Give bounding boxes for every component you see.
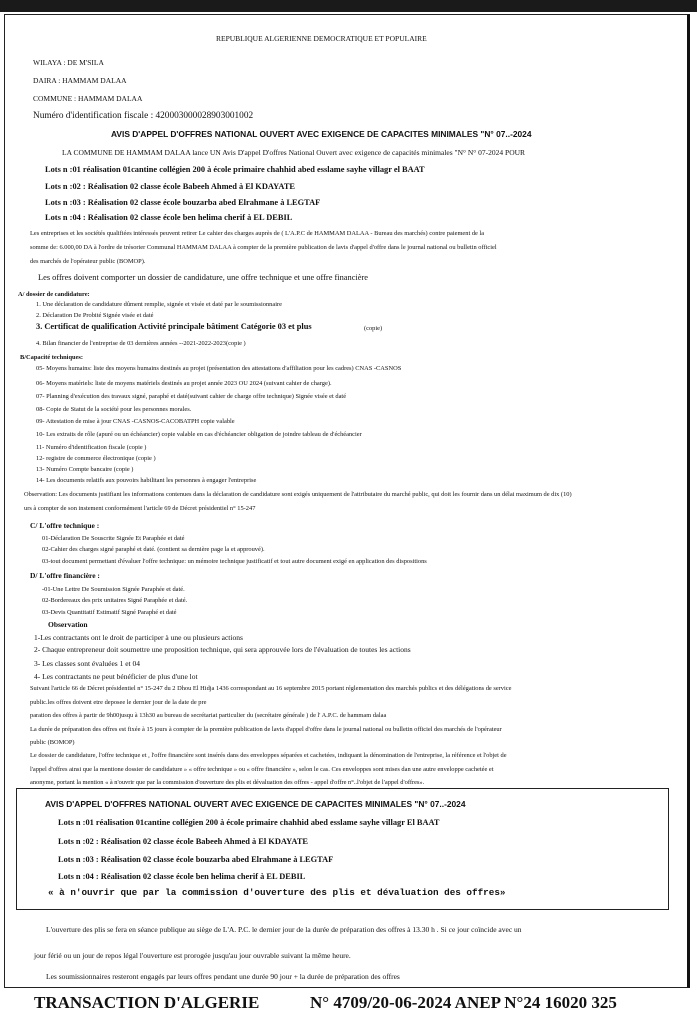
para2-line5: public (BOMOP) [30,739,75,746]
nif-line: Numéro d'identification fiscale : 420003000028903001002 [33,111,254,121]
para2-line2: public.les offres doivent etre deposee le dernier jour de la date de pre [30,699,207,706]
republic-heading: REPUBLIQUE ALGERIENNE DEMOCRATIQUE ET POPULAIRE [216,34,427,43]
d-item-1: -01-Une Lettre De Soumission Signée Paraphée et daté. [42,586,185,593]
para2-line4: La durée de préparation des offres est fixée à 15 jours à compter de la première publication de lavis d'appel d'offre dans le journal national ou bulletin officiel des marchés de l'opérateur [30,726,502,733]
c-item-1: 01-Déclaration De Souscrite Signée Et Paraphée et daté [42,535,185,542]
b-item-06: 06- Moyens matériels: liste de moyens matériels destinés au projet année 2023 OU 2024 (suivant cahier de charge). [36,380,332,387]
observation-line1: Observation: Les documents justifiant les informations contenues dans la déclaration de candidature sont exigés uniquement de l'attributaire du marché public, qui doit les fournir dans un délai maximum de dix (10) [24,491,572,498]
obs-item-3: 3- Les classes sont évaluées 1 et 04 [34,659,141,668]
para1-line2: somme de: 6.000,00 DA à l'ordre de trésorier Communal HAMMAM DALAA à compter de la première publication de lavis d'appel d'offre dans le journal national ou bulletin officiel [30,244,497,251]
lot-4: Lots n :04 : Réalisation 02 classe école ben helima cherif à EL DEBIL [45,213,293,222]
c-item-3: 03-tout document permettant d'évaluer l'offre technique: un mémoire technique justificatif et tout autre document exigé en application des dispositions [42,558,427,565]
closing-line2: jour férié ou un jour de repos légal l'ouverture est prorogée jusqu'au jour ouvrable suivant la même heure. [34,951,351,960]
envelope-lot-2: Lots n :02 : Réalisation 02 classe école Babeeh Ahmed à El KDAYATE [58,837,309,846]
observation-line2: urs à compter de son instement conformément l'article 69 de Décret présidentiel n° 15-247 [24,505,256,512]
obs-item-2: 2- Chaque entrepreneur doit soumettre une proposition technique, qui sera approuvée lors de l'évaluation de toutes les actions [34,645,411,654]
envelope-lot-4: Lots n :04 : Réalisation 02 classe école ben helima cherif à EL DEBIL [58,872,306,881]
envelope-title: AVIS D'APPEL D'OFFRES NATIONAL OUVERT AVEC EXIGENCE DE CAPACITES MINIMALES "N° 07..-2024 [45,799,466,809]
para1-line3: des marchés de l'opérateur public (BOMOP). [30,258,146,265]
a-item-4: 4. Bilan financier de l'entreprise de 03 dernières années --2021-2022-2023(copie ) [36,340,246,347]
obs-item-1: 1-Les contractants ont le droit de participer à une ou plusieurs actions [34,633,243,642]
lot-3: Lots n :03 : Réalisation 02 classe école bouzarba abed Elrahmane à LEGTAF [45,198,321,207]
envelope-lot-1: Lots n :01 réalisation 01cantine collégien 200 à école primaire chahhid abed esslame sayhe villagr El BAAT [58,818,440,827]
section-d-title: D/ L'offre financière : [30,571,100,580]
d-item-2: 02-Bordereaux des prix unitaires Signé Paraphée et daté. [42,597,188,604]
commune-line: COMMUNE : HAMMAM DALAA [33,94,143,103]
section-a-title: A/ dossier de candidature: [18,291,90,298]
b-item-07: 07- Planning d'exécution des travaux signé, paraphé et daté(suivant cahier de charge offre technique) Signée visée et daté [36,393,347,400]
obs-item-4: 4- Les contractants ne peut bénéficier de plus d'une lot [34,672,198,681]
para2-line6: Le dossier de candidature, l'offre technique et , l'offre financière sont insérés dans des enveloppes séparées et cachetées, indiquant la dénomination de l'entreprise, la référence et l'objet de [30,752,507,759]
b-item-09: 09- Attestation de mise à jour CNAS -CASNOS-CACOBATPH copie valable [36,418,235,425]
para1-line1: Les entreprises et les sociétés qualifiées intéressés peuvent retirer Le cahier des charges auprès de ( L'A.P.C de HAMMAM DALAA - Bureau des marchés) contre paiement de la [30,230,485,237]
observation-title: Observation [48,620,88,629]
envelope-mention: « à n'ouvrir que par la commission d'ouverture des plis et dévaluation des offres» [48,887,506,898]
offers-line: Les offres doivent comporter un dossier de candidature, une offre technique et une offre financière [38,273,368,282]
d-item-3: 03-Devis Quantitatif Estimatif Signé Paraphé et daté [42,609,177,616]
scan-top-edge [0,0,697,12]
c-item-2: 02-Cahier des charges signé paraphé et daté. (contient sa dernière page la et approuvé). [42,546,265,553]
b-item-11: 11- Numéro d'identification fiscale (copie ) [36,444,147,451]
lot-1: Lots n :01 réalisation 01cantine collégien 200 à école primaire chahhid abed esslame sayhe villagr el BAAT [45,165,425,174]
b-item-14: 14- Les documents relatifs aux pouvoirs habilitant les personnes à engager l'entreprise [36,477,257,484]
publication-name: TRANSACTION D'ALGERIE [34,993,260,1012]
b-item-10: 10- Les extraits de rôle (apuré ou un échéancier) copie valable en cas d'échéancier obligation de joindre tableau de d'échéancier [36,431,362,438]
notice-intro: LA COMMUNE DE HAMMAM DALAA lance UN Avis D'appel D'offres National Ouvert avec exigence de capacités minimales "N° N° 07-2024 POUR [62,148,526,157]
a-item-1: 1. Une déclaration de candidature dûment remplie, signée et visée et daté par le soumissionnaire [36,301,282,308]
a-item-3-note: (copie) [364,325,383,332]
b-item-13: 13- Numéro Compte bancaire (copie ) [36,466,134,473]
b-item-12: 12- registre de commerce électronique (copie ) [36,455,156,462]
envelope-lot-3: Lots n :03 : Réalisation 02 classe école bouzarba abed Elrahmane à LEGTAF [58,855,334,864]
closing-line1: L'ouverture des plis se fera en séance publique au siège de L'A. P.C. le dernier jour de la durée de préparation des offres à 13.30 h . Si ce jour coïncide avec un [46,925,522,934]
para2-line7: l'appel d'offres ainsi que la mentione dossier de candidature » « offre technique » ou « offre financière », selon le cas. Ces enveloppes sont mises dan une autre enveloppe cachetée et [30,766,494,773]
para2-line8: anonyme, portant la mention « à n'ouvrir que par la commission d'ouverture des plis et dévaluation des offres - appel d'offre n°..l'objet de l'appel d'offres». [30,779,425,786]
notice-title: AVIS D'APPEL D'OFFRES NATIONAL OUVERT AVEC EXIGENCE DE CAPACITES MINIMALES "N° 07..-2024 [111,129,532,139]
wilaya-line: WILAYA : DE M'SILA [33,58,104,67]
section-c-title: C/ L'offre technique : [30,521,100,530]
para2-line3: paration des offres à partir de 9h00jusqu à 13h30 au bureau de secrétariat particulier du (secrétaire générale ) de l' A.P.C. de hammam dalaa [30,712,387,719]
b-item-05: 05- Moyens humains: liste des moyens humains destinés au projet (présentation des attestations d'affiliation pour les cadres) CNAS -CASNOS [36,365,402,372]
b-item-08: 08- Copie de Statut de la société pour les personnes morales. [36,406,192,413]
a-item-2: 2. Déclaration De Probité Signée visée et daté [36,312,154,319]
publication-reference: N° 4709/20-06-2024 ANEP N°24 16020 325 [310,993,617,1012]
closing-line3: Les soumissionnaires resteront engagés par leurs offres pendant une durée 90 jour + la durée de préparation des offres [46,972,400,981]
a-item-3: 3. Certificat de qualification Activité principale bâtiment Catégorie 03 et plus [36,322,312,331]
section-b-title: B/Capacité techniques: [20,354,84,361]
para2-line1: Suivant l'article 66 de Décret présidentiel n° 15-247 du 2 Dhou El Hidja 1436 correspondant au 16 septembre 2015 portant réglementation des marchés publics et des délégations de service [30,685,512,692]
daira-line: DAIRA : HAMMAM DALAA [33,76,127,85]
lot-2: Lots n :02 : Réalisation 02 classe école Babeeh Ahmed à El KDAYATE [45,182,296,191]
